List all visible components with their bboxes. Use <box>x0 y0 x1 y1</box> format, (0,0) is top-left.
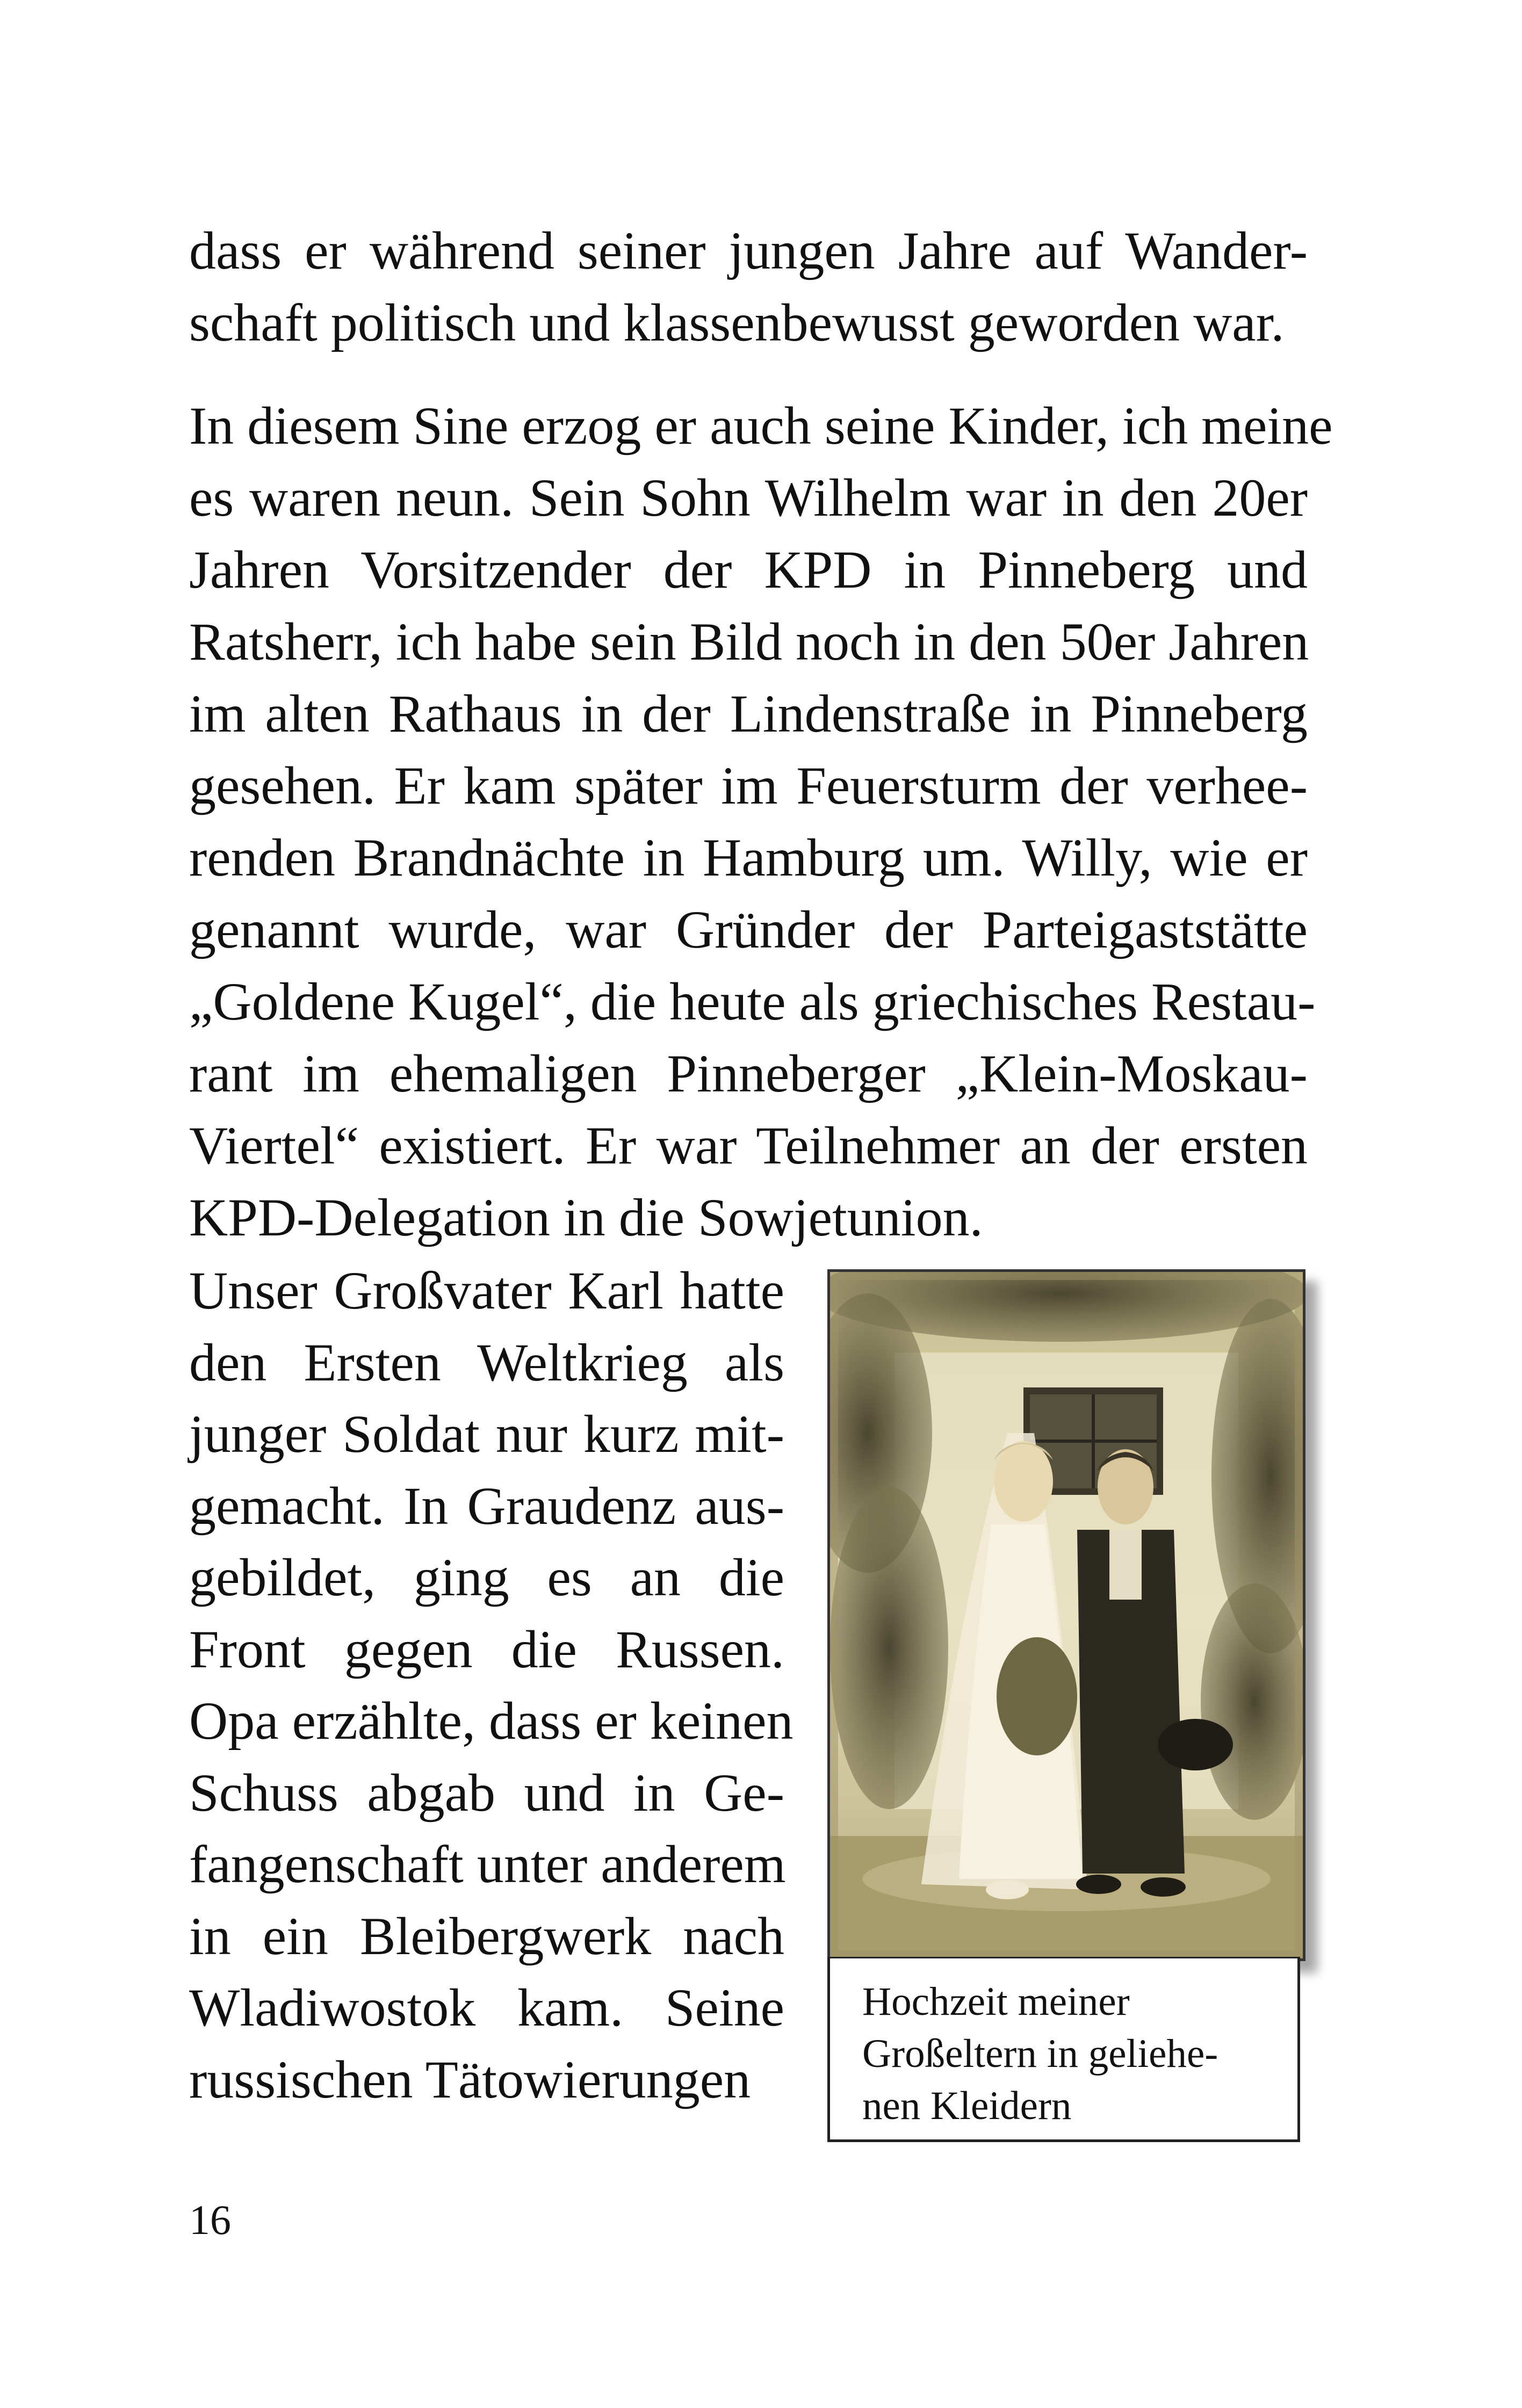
paragraph-2 <box>189 390 1333 1254</box>
wedding-photo <box>827 1269 1305 1961</box>
text-line: Unser Großvater Karl hatte <box>189 1261 784 1320</box>
caption-line: Großeltern in geliehe- <box>862 2031 1218 2076</box>
text-line: Schuss abgab und in Ge- <box>189 1762 784 1823</box>
caption-line: Hochzeit meiner <box>862 1979 1130 2024</box>
text-line: gemacht. In Graudenz aus- <box>189 1476 784 1536</box>
text-line: schaft politisch und klassenbewusst geworden war. <box>189 293 1285 352</box>
paragraph-1 <box>189 215 1308 359</box>
page-number: 16 <box>189 2196 231 2243</box>
text-line: es waren neun. Sein Sohn Wilhelm war in den 20er <box>189 468 1308 527</box>
text-line: Viertel“ existiert. Er war Teilnehmer an der ersten <box>189 1116 1308 1175</box>
text-line: in ein Bleibergwerk nach <box>189 1906 784 1966</box>
text-line: gesehen. Er kam später im Feuersturm der verhee- <box>189 756 1308 815</box>
text-line: junger Soldat nur kurz mit- <box>189 1404 784 1464</box>
paragraph-3 <box>189 1255 794 2115</box>
text-line: renden Brandnächte in Hamburg um. Willy, wie er <box>189 828 1308 887</box>
text-line: fangenschaft unter anderem <box>189 1834 786 1894</box>
text-line: In diesem Sine erzog er auch seine Kinder, ich meine <box>189 396 1333 455</box>
text-line: rant im ehemaligen Pinneberger „Klein-Moskau- <box>189 1044 1308 1103</box>
text-line: KPD-Delegation in die Sowjetunion. <box>189 1188 983 1247</box>
text-line: Ratsherr, ich habe sein Bild noch in den 50er Jahren <box>189 612 1309 671</box>
wedding-photo-image <box>830 1272 1303 1958</box>
text-line: genannt wurde, war Gründer der Parteigaststätte <box>189 900 1308 959</box>
text-line: „Goldene Kugel“, die heute als griechisches Restau- <box>189 972 1316 1031</box>
text-line: im alten Rathaus in der Lindenstraße in Pinneberg <box>189 684 1308 743</box>
text-line: dass er während seiner jungen Jahre auf Wander- <box>189 221 1308 280</box>
text-line: gebildet, ging es an die <box>189 1548 784 1607</box>
photo-caption <box>827 1957 1300 2142</box>
text-line: Wladiwostok kam. Seine <box>189 1978 784 2037</box>
text-line: Jahren Vorsitzender der KPD in Pinneberg und <box>189 540 1308 599</box>
text-line: Opa erzählte, dass er keinen <box>189 1691 794 1751</box>
text-line: russischen Tätowierungen <box>189 2049 751 2109</box>
caption-line: nen Kleidern <box>862 2084 1072 2128</box>
text-line: Front gegen die Russen. <box>189 1619 784 1679</box>
text-line: den Ersten Weltkrieg als <box>189 1332 784 1392</box>
